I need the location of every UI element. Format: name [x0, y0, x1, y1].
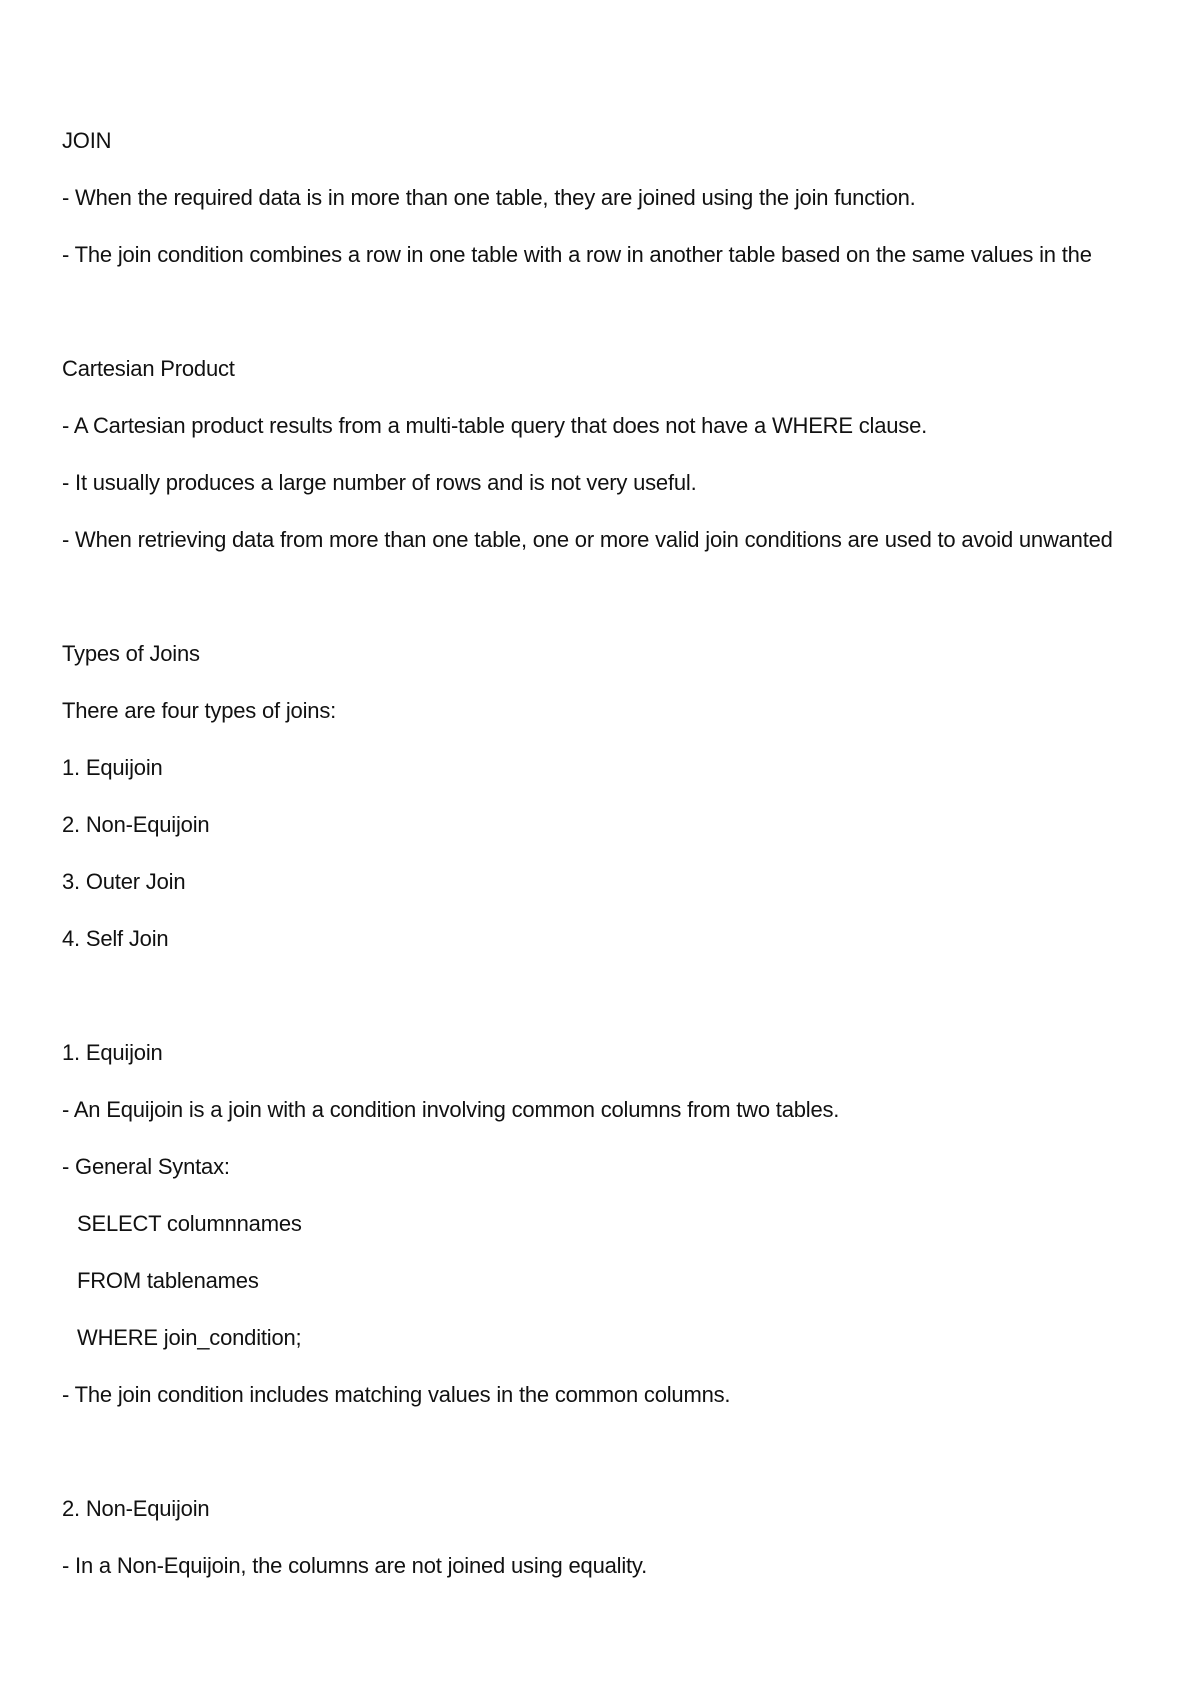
text-line: There are four types of joins:: [62, 698, 337, 723]
section-heading-equijoin: 1. Equijoin: [62, 1040, 163, 1065]
syntax-line: WHERE join_condition;: [77, 1325, 302, 1350]
section-heading-join: JOIN: [62, 128, 112, 153]
syntax-line: SELECT columnnames: [77, 1211, 302, 1236]
list-item: 3. Outer Join: [62, 869, 186, 894]
text-line: - A Cartesian product results from a multi-table query that does not have a WHERE clause.: [62, 413, 928, 438]
section-heading-non-equijoin: 2. Non-Equijoin: [62, 1496, 210, 1521]
text-line: - When retrieving data from more than one table, one or more valid join conditions are used to avoid unwanted: [62, 527, 1113, 552]
text-line: - It usually produces a large number of rows and is not very useful.: [62, 470, 697, 495]
list-item: 1. Equijoin: [62, 755, 163, 780]
list-item: 2. Non-Equijoin: [62, 812, 210, 837]
syntax-line: FROM tablenames: [77, 1268, 259, 1293]
section-heading-cartesian-product: Cartesian Product: [62, 356, 235, 381]
text-line: - The join condition includes matching values in the common columns.: [62, 1382, 731, 1407]
list-item: 4. Self Join: [62, 926, 169, 951]
text-line: - General Syntax:: [62, 1154, 230, 1179]
text-line: - In a Non-Equijoin, the columns are not joined using equality.: [62, 1553, 648, 1578]
text-line: - An Equijoin is a join with a condition involving common columns from two tables.: [62, 1097, 840, 1122]
section-heading-types-of-joins: Types of Joins: [62, 641, 200, 666]
text-line: - The join condition combines a row in one table with a row in another table based on the same values in the: [62, 242, 1092, 267]
text-line: - When the required data is in more than one table, they are joined using the join function.: [62, 185, 916, 210]
